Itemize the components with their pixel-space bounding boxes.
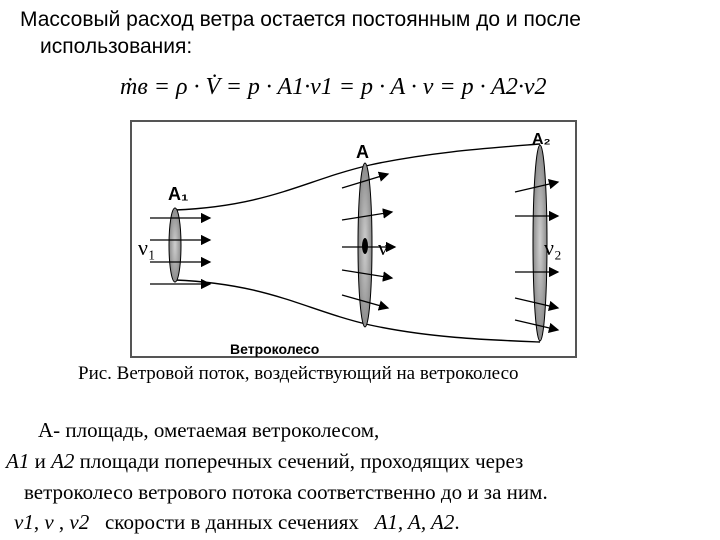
- desc-line-2: [6, 449, 523, 474]
- label-v: ν: [378, 235, 388, 260]
- label-a: A: [356, 142, 369, 162]
- section-a1-disc: [169, 208, 181, 282]
- label-v1: ν₁: [138, 235, 156, 260]
- desc-sym-v: ν: [44, 510, 54, 534]
- wind-flow-diagram: [130, 120, 577, 358]
- desc-sym-a1: A1: [6, 449, 30, 473]
- desc-sym-v2: ν2: [69, 510, 90, 534]
- desc-conj: и: [34, 449, 46, 473]
- heading-line-1: Массовый расход ветра остается постоянным до и после: [20, 8, 581, 31]
- desc-line-4-text: скорости в данных сечениях: [104, 510, 359, 534]
- label-a2: A₂: [532, 131, 551, 148]
- heading-line-2: использования:: [40, 35, 193, 58]
- desc-sym-list: A1, A, A2: [374, 510, 455, 534]
- label-a1: A₁: [168, 184, 189, 204]
- figure-frame: [131, 121, 576, 357]
- desc-line-2-text: площади поперечных сечений, проходящих через: [79, 449, 524, 473]
- figure-caption: Рис. Ветровой поток, воздействующий на ветроколесо: [78, 363, 519, 384]
- desc-sym-v1: ν1: [14, 510, 34, 534]
- wind-flow-figure: [130, 120, 577, 358]
- desc-sym-a2: A2: [51, 449, 75, 473]
- slide-heading: [20, 6, 720, 60]
- mass-flow-formula: ṁв = ρ · V̇ = p · A1·v1 = p · A · v = p · A2·v2: [120, 74, 547, 100]
- desc-line-3: ветроколесо ветрового потока соответственно до и за ним.: [24, 480, 548, 504]
- desc-line-1: A- площадь, ометаемая ветроколесом,: [38, 418, 380, 442]
- label-rotor: Ветроколесо: [230, 341, 320, 357]
- rotor-hub: [362, 238, 368, 254]
- desc-line-4: ν1, ν , ν2 скорости в данных сечениях A1, A, A2.: [14, 510, 460, 534]
- label-v2: ν₂: [544, 235, 562, 260]
